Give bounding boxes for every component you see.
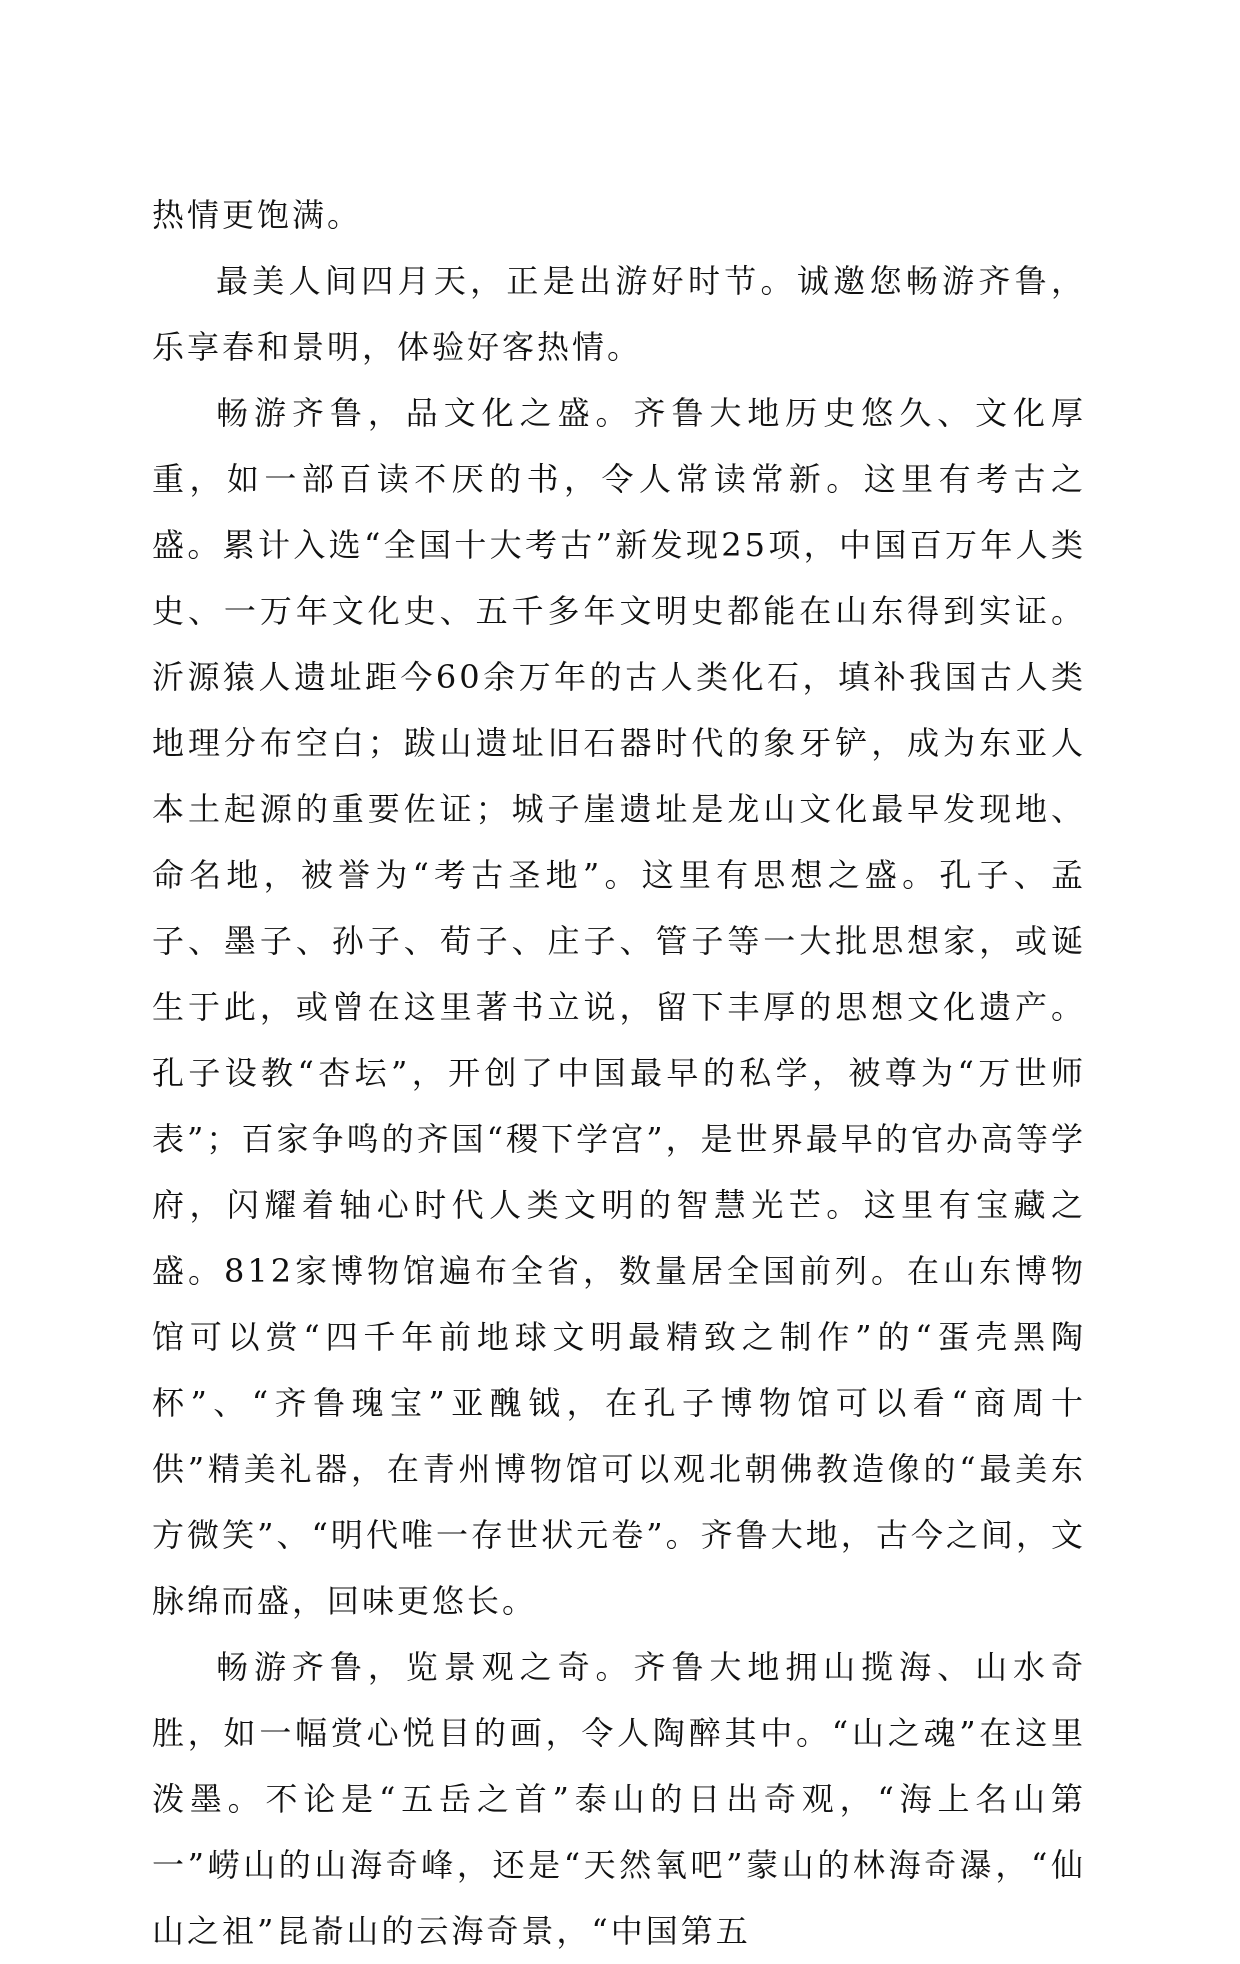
paragraph-culture: 畅游齐鲁，品文化之盛。齐鲁大地历史悠久、文化厚重，如一部百读不厌的书，令人常读常新。这里有考古之盛。累计入选“全国十大考古”新发现25项，中国百万年人类史、一万年文化史、五千多年文明史都能在山东得到实证。沂源猿人遗址距今60余万年的古人类化石，填补我国古人类地理分布空白；跋山遗址旧石器时代的象牙铲，成为东亚人本土起源的重要佐证；城子崖遗址是龙山文化最早发现地、命名地，被誉为“考古圣地”。这里有思想之盛。孔子、孟子、墨子、孙子、荀子、庄子、管子等一大批思想家，或诞生于此，或曾在这里著书立说，留下丰厚的思想文化遗产。孔子设教“杏坛”，开创了中国最早的私学，被尊为“万世师表”；百家争鸣的齐国“稷下学宫”，是世界最早的官办高等学府，闪耀着轴心时代人类文明的智慧光芒。这里有宝藏之盛。812家博物馆遍布全省，数量居全国前列。在山东博物馆可以赏“四千年前地球文明最精致之制作”的“蛋壳黑陶杯”、“齐鲁瑰宝”亚醜钺，在孔子博物馆可以看“商周十供”精美礼器，在青州博物馆可以观北朝佛教造像的“最美东方微笑”、“明代唯一存世状元卷”。齐鲁大地，古今之间，文脉绵而盛，回味更悠长。	[152, 394, 1086, 1620]
paragraph-invitation: 最美人间四月天，正是出游好时节。诚邀您畅游齐鲁，乐享春和景明，体验好客热情。	[152, 262, 1086, 366]
paragraph-continuation: 热情更饱满。	[152, 196, 363, 234]
paragraph-scenery: 畅游齐鲁，览景观之奇。齐鲁大地拥山揽海、山水奇胜，如一幅赏心悦目的画，令人陶醉其中。“山之魂”在这里泼墨。不论是“五岳之首”泰山的日出奇观，“海上名山第一”崂山的山海奇峰，还是“天然氧吧”蒙山的林海奇瀑，“仙山之祖”昆嵛山的云海奇景，“中国第五	[152, 1648, 1086, 1950]
body-text	[152, 182, 1086, 1964]
